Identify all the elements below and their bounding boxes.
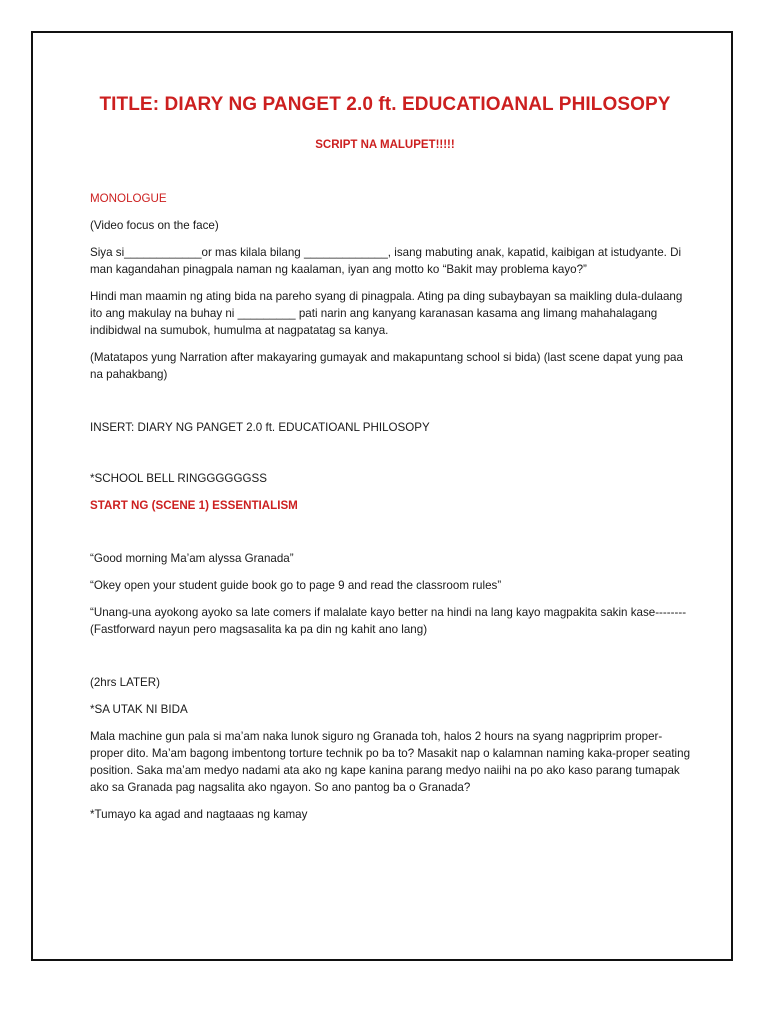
school-bell-line: *SCHOOL BELL RINGGGGGGSS: [90, 472, 267, 485]
insert-line: INSERT: DIARY NG PANGET 2.0 ft. EDUCATIOANL PHILOSOPY: [90, 421, 430, 434]
time-later-line: (2hrs LATER): [90, 676, 161, 689]
paragraph-narration-note: (Matatapos yung Narration after makayaring gumayak and makapuntang school si bida) (last scene dapat yung paa na pahakbang): [90, 351, 683, 381]
paragraph-intro: Siya si____________or mas kilala bilang _____________, isang mabuting anak, kapatid, kaibigan at istudyante. Di man kagandahan pinagpala naman ng kaalaman, iyan ang motto ko “Bakit may problema kayo?”: [90, 246, 682, 276]
document-body: [90, 94, 690, 833]
paragraph-machine-gun: Mala machine gun pala si ma’am naka lunok siguro ng Granada toh, halos 2 hours na syang nagpriprim proper-proper dito. Ma’am bagong imbentong torture technik po ba to? Masakit nap o kalamnan naming kaka-proper seating position. Saka ma’am medyo nadami ata ako ng kape kanina parang medyo naiihi na po ako kaso parang tumapak ako sa Granada pag nagsalita ako ngayon. So ano pantog ba o Granada?: [90, 730, 691, 794]
paragraph-tumayo: *Tumayo ka agad and nagtaaas ng kamay: [90, 808, 308, 821]
document-subtitle: SCRIPT NA MALUPET!!!!!: [315, 139, 455, 151]
dialogue-late-comers: “Unang-una ayokong ayoko sa late comers if malalate kayo better na hindi na lang kayo magpakita sakin kase-------- (Fastforward nayun pero magsasalita ka pa din ng kahit ano lang): [90, 606, 687, 636]
dialogue-good-morning: “Good morning Ma’am alyssa Granada”: [90, 552, 294, 565]
paragraph-bida: Hindi man maamin ng ating bida na pareho syang di pinagpala. Ating pa ding subaybayan sa maikling dula-dulaang ito ang makulay na buhay ni _________ pati narin ang kanyang karanasan kasama ang limang mahahalagang indibidwal na sumubok, humulma at nagpatatag sa kanya.: [90, 290, 683, 337]
document-title: TITLE: DIARY NG PANGET 2.0 ft. EDUCATIOANAL PHILOSOPY: [99, 94, 671, 115]
paragraph-video-focus: (Video focus on the face): [90, 219, 219, 232]
monologue-heading: MONOLOGUE: [90, 192, 167, 205]
sa-utak-line: *SA UTAK NI BIDA: [90, 703, 188, 716]
dialogue-open-guide: “Okey open your student guide book go to page 9 and read the classroom rules”: [90, 579, 502, 592]
scene1-heading: START NG (SCENE 1) ESSENTIALISM: [90, 499, 298, 512]
